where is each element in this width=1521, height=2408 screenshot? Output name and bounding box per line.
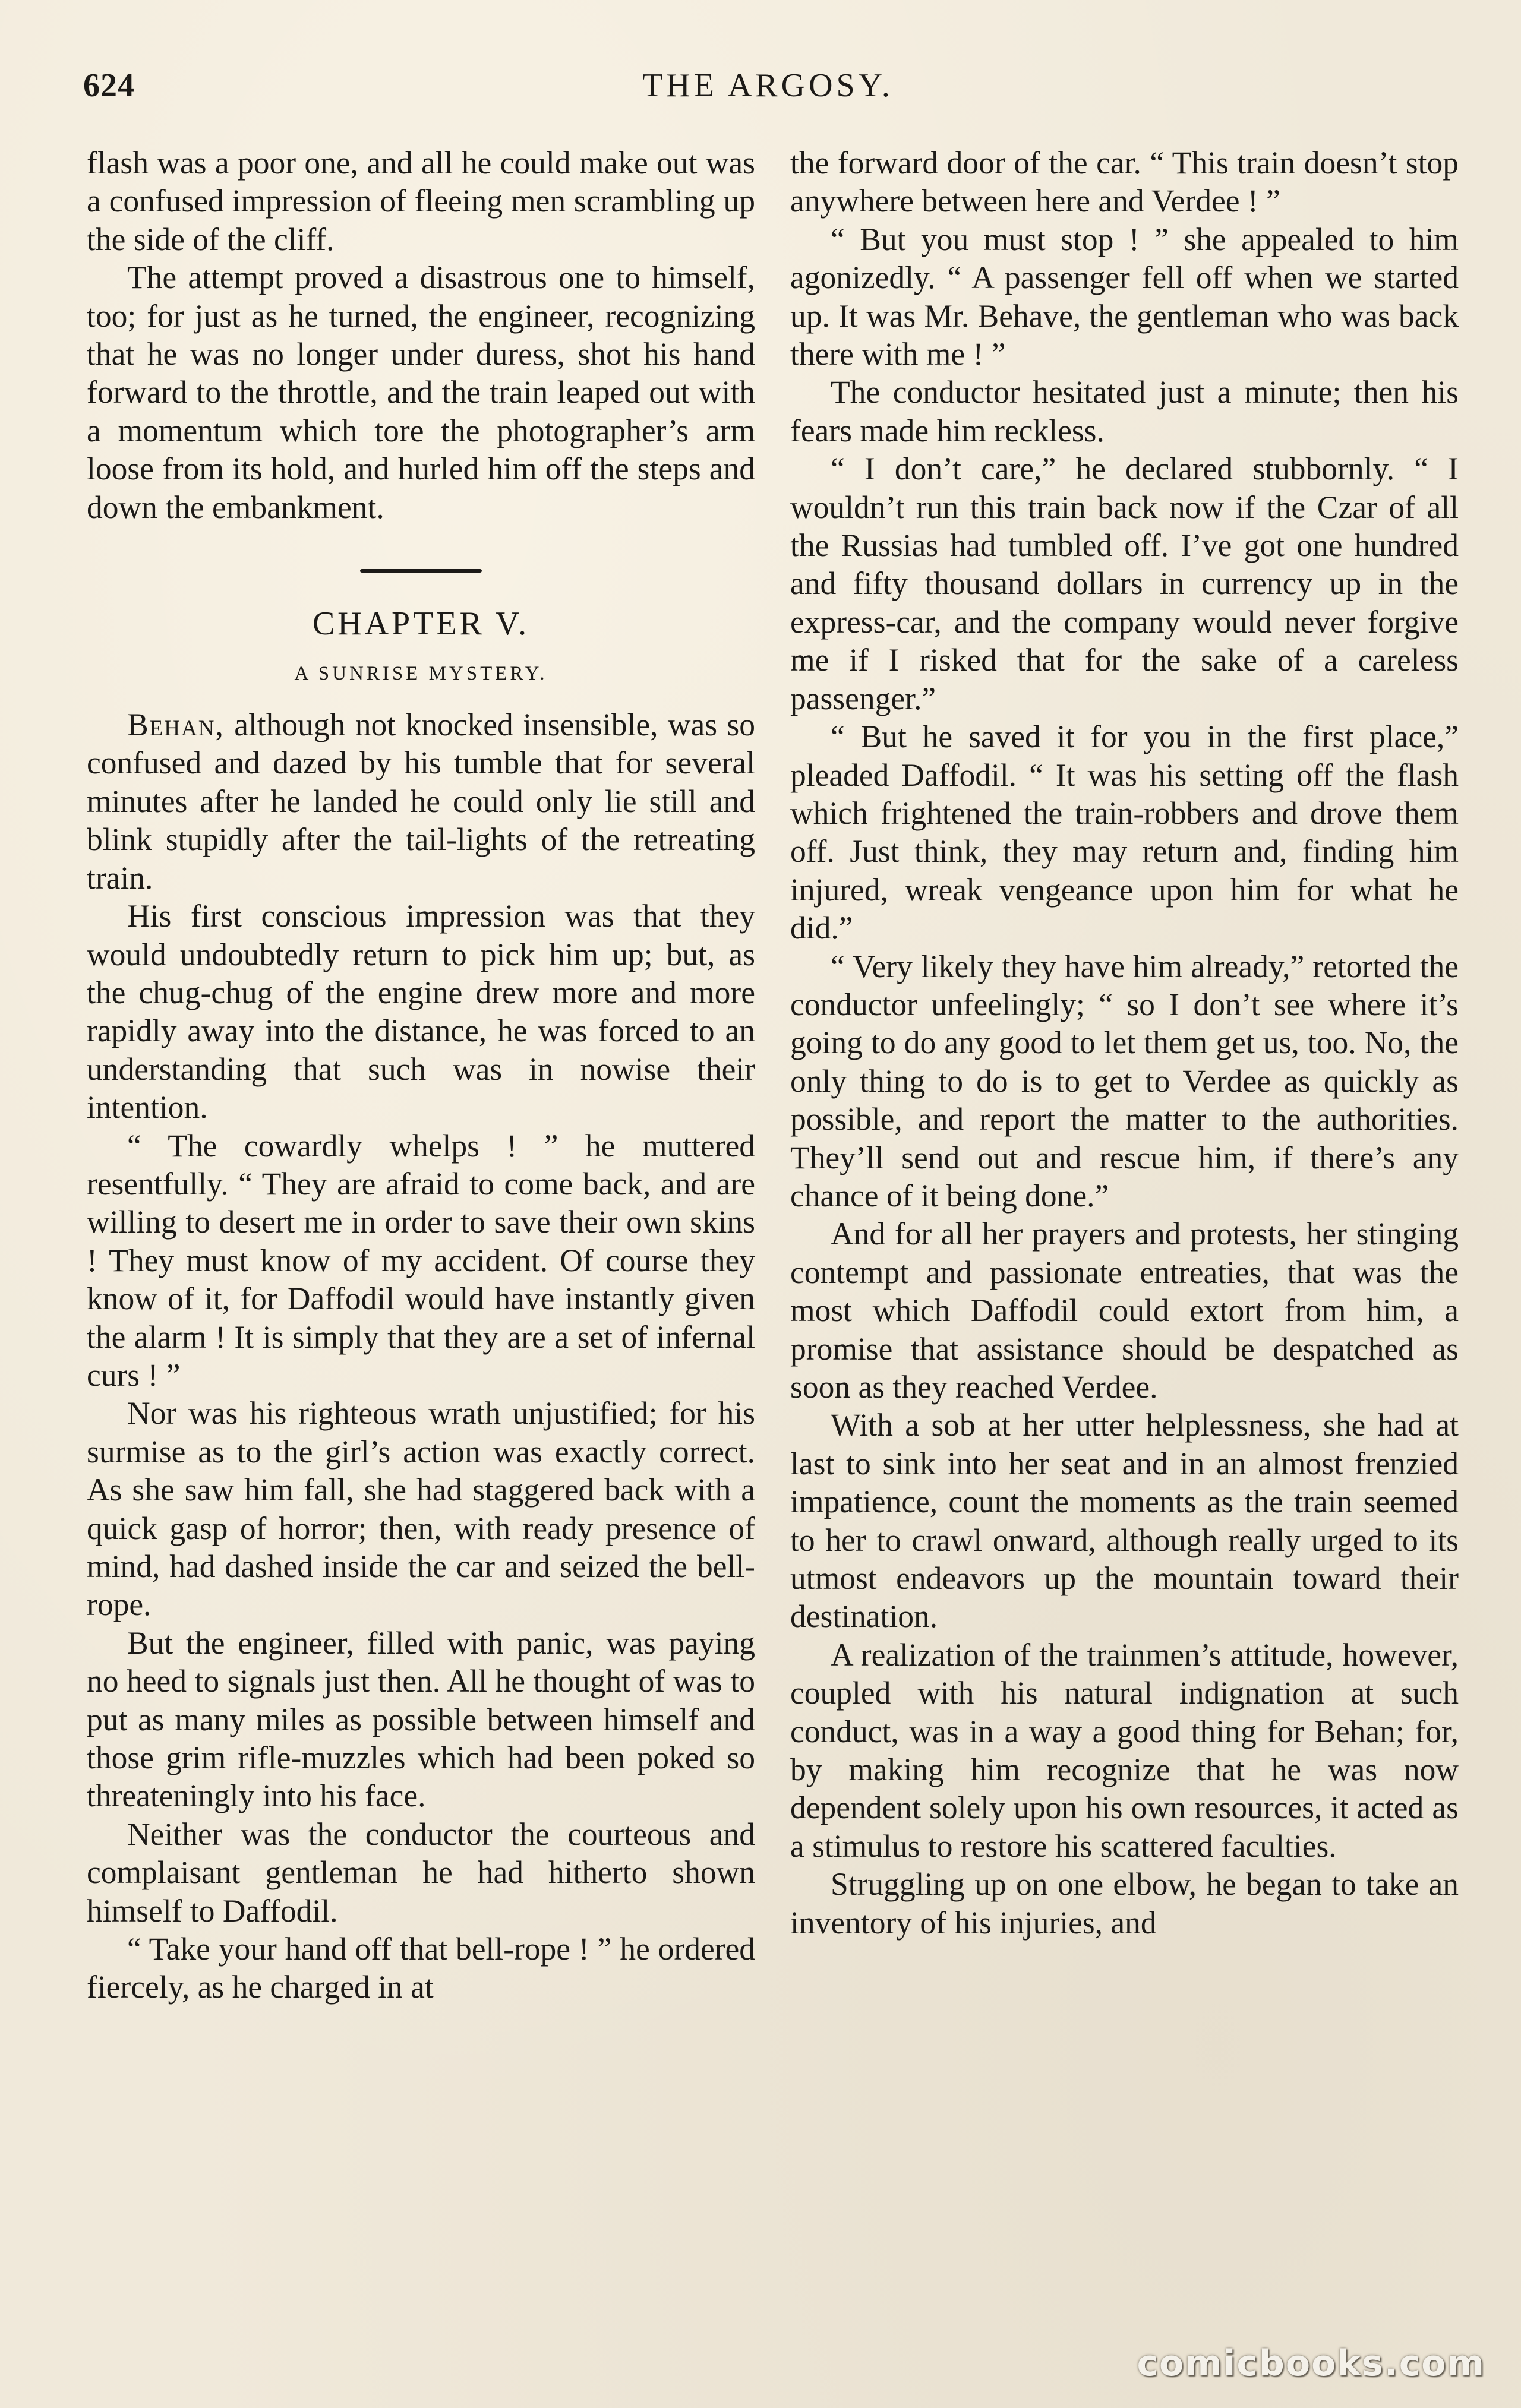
paragraph: A realization of the trainmen’s attitude, however, coupled with his natural indignation at such conduct, was in a way a good thing for Behan; for, by making him recognize that he was now dependent solely upon his own resources, it acted as a stimulus to restore his scattered faculties. (790, 1636, 1459, 1864)
page-number: 624 (83, 67, 135, 104)
paragraph: His first conscious impression was that they would undoubtedly return to pick him up; but, as the chug-chug of the engine drew more and more rapidly away into the distance, he was forced to an understanding that such was in nowise their intention. (87, 898, 755, 1126)
paragraph: The attempt proved a disastrous one to himself, too; for just as he turned, the engineer, recognizing that he was no longer under duress, shot his hand forward to the throttle, and the train leaped out with a momentum which tore the photographer’s arm loose from its hold, and hurled him off the steps and down the embankment. (87, 260, 755, 525)
paragraph: flash was a poor one, and all he could make out was a confused impression of fleeing men scrambling up the side of the cliff. (87, 145, 755, 257)
paragraph: The conductor hesitated just a minute; then his fears made him reckless. (790, 374, 1459, 448)
paragraph: With a sob at her utter helplessness, she had at last to sink into her seat and in an almost frenzied impatience, count the moments as the train seemed to her to crawl onward, although really urged to its utmost endeavors up the mountain toward their destination. (790, 1407, 1459, 1635)
paragraph: But the engineer, filled with panic, was paying no heed to signals just then. All he thought of was to put as many miles as possible between himself and those grim rifle-muzzles which had been poked so threateningly into his face. (87, 1625, 755, 1814)
paragraph: Struggling up on one elbow, he began to take an inventory of his injuries, and (790, 1866, 1459, 1941)
section-rule (360, 569, 482, 573)
left-column (87, 144, 755, 2341)
running-head: THE ARGOSY. (642, 67, 894, 104)
paragraph: Nor was his righteous wrath unjustified; for his surmise as to the girl’s action was exactly correct. As she saw him fall, she had staggered back with a quick gasp of horror; then, with ready presence of mind, had dashed inside the car and seized the bell-rope. (87, 1395, 755, 1623)
paragraph: the forward door of the car. “ This train doesn’t stop anywhere between here and Verdee ! ” (790, 145, 1459, 219)
paragraph: “ But he saved it for you in the first place,” pleaded Daffodil. “ It was his setting off the flash which frightened the train-robbers and drove them off. Just think, they may return and, finding him injured, wreak vengeance upon him for what he did.” (790, 719, 1459, 946)
paragraph: “ Take your hand off that bell-rope ! ” he ordered fiercely, as he charged in at (87, 1931, 755, 2005)
page-header (83, 67, 1453, 114)
paragraph: “ The cowardly whelps ! ” he muttered resentfully. “ They are afraid to come back, and are willing to desert me in order to save their own skins ! They must know of my accident. Of course they know of it, for Daffodil would have instantly given the alarm ! It is simply that they are a set of infernal curs ! ” (87, 1127, 755, 1393)
paragraph: “ But you must stop ! ” she appealed to him agonizedly. “ A passenger fell off when we started up. It was Mr. Behave, the gentleman who was back there with me ! ” (790, 221, 1459, 372)
watermark: comicbooks.com (1137, 2343, 1485, 2384)
paragraph-text: although not knocked insensible, was so confused and dazed by his tumble that for several minutes after he landed he could only lie still and blink stupidly after the tail-lights of the retreating train. (87, 707, 755, 896)
paragraph: “ Very likely they have him already,” retorted the conductor unfeelingly; “ so I don’t see where it’s going to do any good to let them get us, too. No, the only thing to do is to get to Verdee as quickly as possible, and report the matter to the authorities. They’ll send out and rescue him, if there’s any chance of it being done.” (790, 948, 1459, 1214)
chapter-title: CHAPTER V. (312, 605, 530, 643)
paragraph: “ I don’t care,” he declared stubbornly. “ I wouldn’t run this train back now if the Czar of all the Russias had tumbled off. I’ve got one hundred and fifty thousand dollars in currency up in the express-car, and the company would never forgive me if I risked that for the sake of a careless passenger.” (790, 451, 1459, 716)
lead-word: Behan, (127, 707, 225, 743)
paragraph: Neither was the conductor the courteous and complaisant gentleman he had hitherto shown himself to Daffodil. (87, 1816, 755, 1929)
chapter-subtitle: A SUNRISE MYSTERY. (294, 663, 548, 685)
paragraph: And for all her prayers and protests, her stinging contempt and passionate entreaties, that was the most which Daffodil could extort from him, a promise that assistance should be despatched as soon as they reached Verdee. (790, 1216, 1459, 1405)
paragraph (87, 706, 755, 897)
right-column (790, 144, 1459, 2341)
